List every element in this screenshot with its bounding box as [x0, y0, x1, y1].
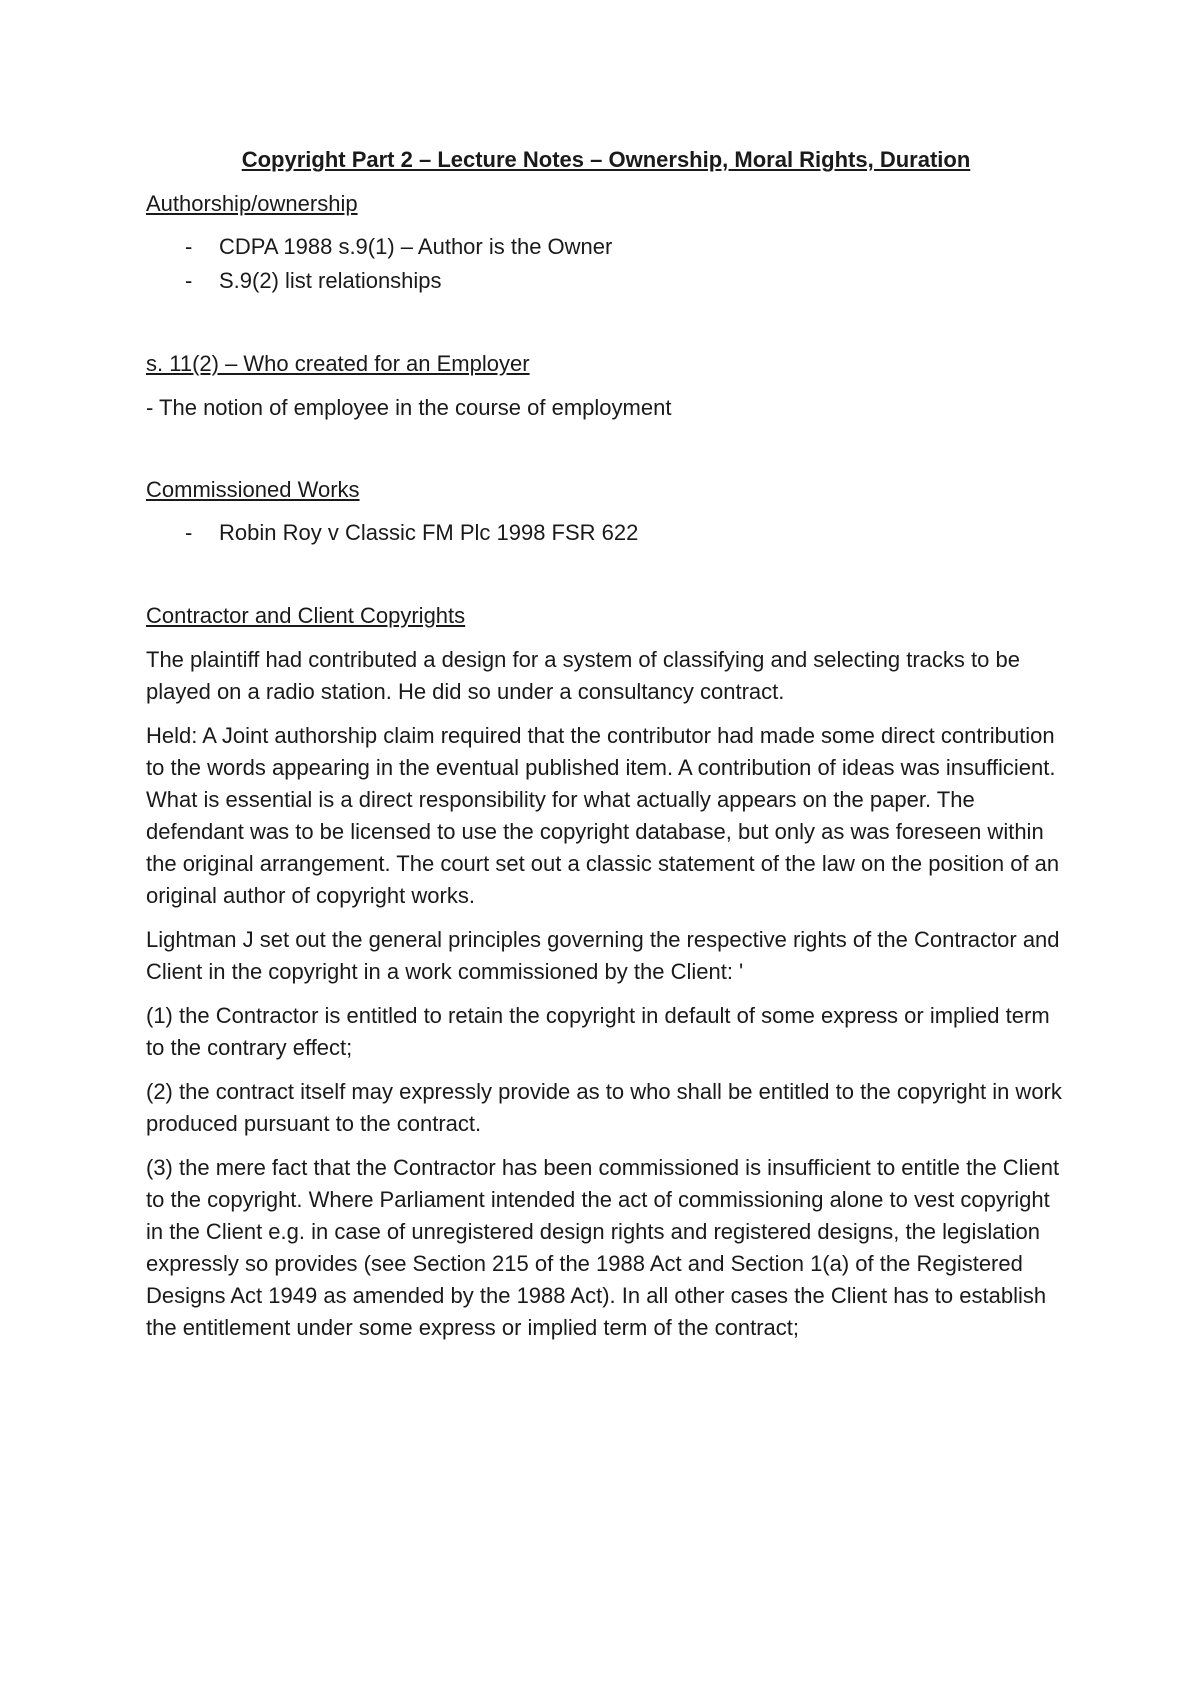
bullet-dash: -	[185, 268, 193, 293]
list-item	[146, 516, 1066, 550]
spacer	[146, 424, 1066, 474]
commissioned-bullet-list	[146, 516, 1066, 550]
document-title: Copyright Part 2 – Lecture Notes – Ownership, Moral Rights, Duration	[241, 147, 971, 172]
list-item	[146, 230, 1066, 264]
document-page	[146, 144, 1066, 1344]
paragraph-principle-1: (1) the Contractor is entitled to retain the copyright in default of some express or implied term to the contrary effect;	[146, 1003, 1050, 1060]
list-item	[146, 264, 1066, 298]
heading-commissioned-works: Commissioned Works	[146, 477, 360, 502]
list-item-text: Robin Roy v Classic FM Plc 1998 FSR 622	[219, 520, 639, 545]
paragraph-plaintiff: The plaintiff had contributed a design for a system of classifying and selecting tracks to be played on a radio station. He did so under a consultancy contract.	[146, 647, 1020, 704]
paragraph-principle-3: (3) the mere fact that the Contractor has been commissioned is insufficient to entitle the Client to the copyright. Where Parliament intended the act of commissioning alone to vest copyright in the Client e.g. in case of unregistered design rights and registered designs, the legislation expressly so provides (see Section 215 of the 1988 Act and Section 1(a) of the Registered Designs Act 1949 as amended by the 1988 Act). In all other cases the Client has to establish the entitlement under some express or implied term of the contract;	[146, 1155, 1060, 1340]
employer-note: - The notion of employee in the course of employment	[146, 395, 672, 420]
list-item-text: S.9(2) list relationships	[219, 268, 442, 293]
authorship-bullet-list	[146, 230, 1066, 298]
heading-authorship: Authorship/ownership	[146, 191, 358, 216]
bullet-dash: -	[185, 520, 193, 545]
spacer	[146, 550, 1066, 600]
heading-employer: s. 11(2) – Who created for an Employer	[146, 351, 530, 376]
paragraph-lightman: Lightman J set out the general principles governing the respective rights of the Contractor and Client in the copyright in a work commissioned by the Client: '	[146, 927, 1060, 984]
list-item-text: CDPA 1988 s.9(1) – Author is the Owner	[219, 234, 613, 259]
paragraph-principle-2: (2) the contract itself may expressly provide as to who shall be entitled to the copyright in work produced pursuant to the contract.	[146, 1079, 1062, 1136]
paragraph-held: Held: A Joint authorship claim required that the contributor had made some direct contribution to the words appearing in the eventual published item. A contribution of ideas was insufficient. What is essential is a direct responsibility for what actually appears on the paper. The defendant was to be licensed to use the copyright database, but only as was foreseen within the original arrangement. The court set out a classic statement of the law on the position of an original author of copyright works.	[146, 723, 1060, 908]
bullet-dash: -	[185, 234, 193, 259]
heading-contractor-client: Contractor and Client Copyrights	[146, 603, 466, 628]
spacer	[146, 298, 1066, 348]
